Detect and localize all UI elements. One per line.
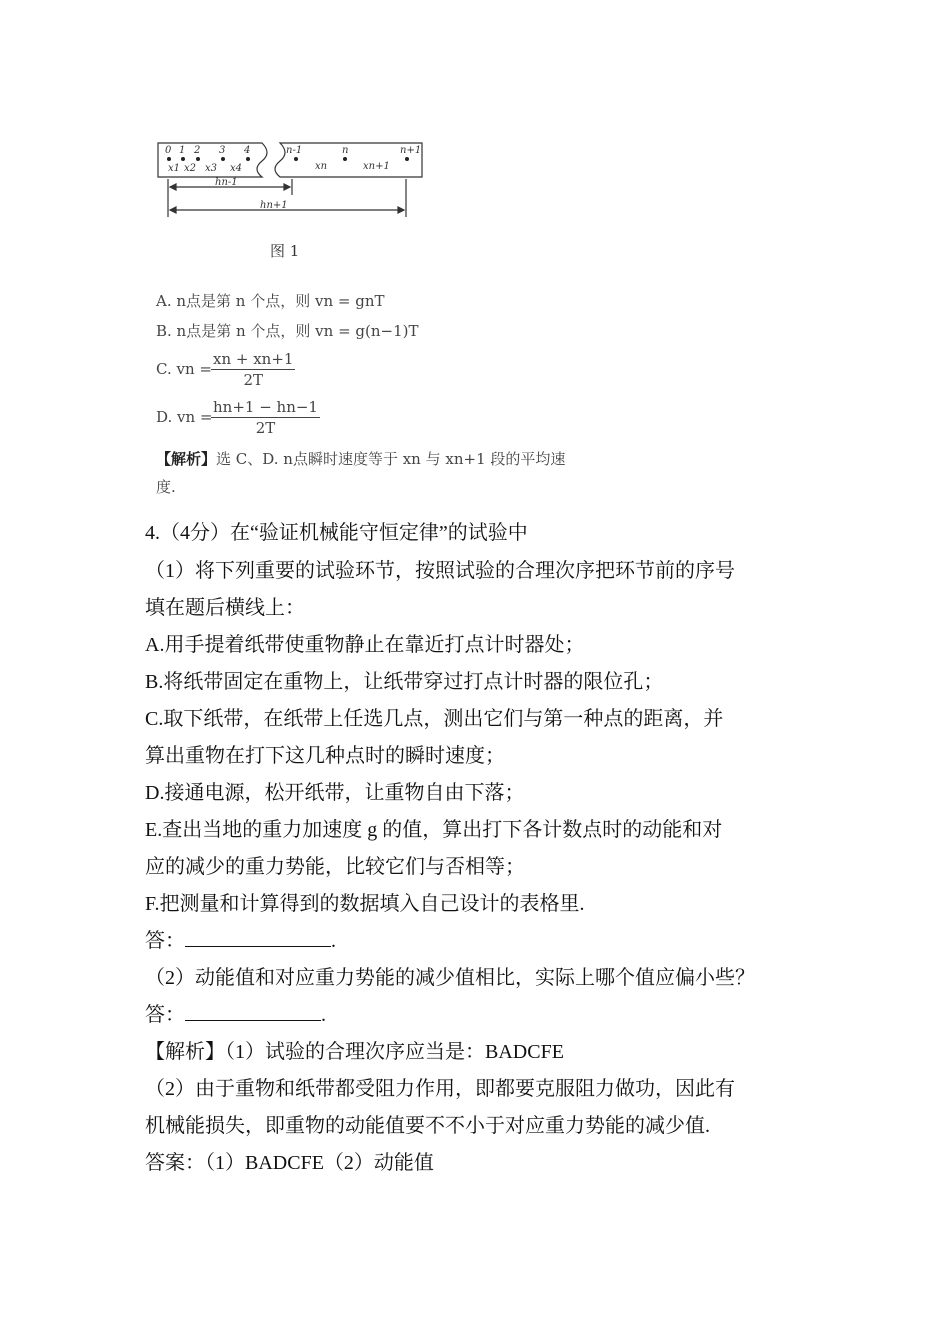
- analysis-line2: （2）由于重物和纸带都受阻力作用，即都要克服阻力做功，因此有: [145, 1078, 735, 1100]
- previous-analysis-line1: [156, 448, 565, 469]
- h-label: hn-1: [215, 177, 238, 188]
- tape-dot: [294, 157, 298, 161]
- step-c-line1: C.取下纸带，在纸带上任选几点，测出它们与第一种点的距离，并: [145, 708, 724, 730]
- step-c-line2: 算出重物在打下这几种点时的瞬时速度；: [145, 745, 505, 767]
- answer-blank-2[interactable]: [185, 1002, 321, 1021]
- point-label: 4: [244, 145, 251, 156]
- point-label: 3: [219, 145, 226, 156]
- tape-dot: [167, 157, 171, 161]
- previous-analysis-line2: 度.: [156, 478, 176, 496]
- answer-label: 答：: [145, 930, 185, 952]
- point-label: n-1: [286, 145, 303, 156]
- figure-caption: 图 1: [270, 242, 300, 260]
- tape-dot: [181, 157, 185, 161]
- option-c-fraction: [211, 350, 295, 389]
- step-e-line1: E.查出当地的重力加速度 g 的值，算出打下各计数点时的动能和对: [145, 819, 723, 841]
- answer-label: 答：: [145, 1004, 185, 1026]
- point-label: n+1: [400, 145, 422, 156]
- part1-line1: （1）将下列重要的试验环节，按照试验的合理次序把环节前的序号: [145, 560, 735, 582]
- step-e-line2: 应的减少的重力势能，比较它们与否相等；: [145, 856, 525, 878]
- option-b: B. n点是第 n 个点，则 vn = g(n−1)T: [156, 322, 419, 340]
- analysis-tag: 【解析】: [156, 450, 217, 468]
- option-d-fraction: [211, 398, 320, 437]
- point-label: n: [342, 145, 349, 156]
- answer-line-2: [145, 997, 326, 1033]
- part2-question: （2）动能值和对应重力势能的减少值相比，实际上哪个值应偏小些？: [145, 967, 755, 989]
- fraction-denominator: 2T: [243, 371, 264, 389]
- answer-period: .: [321, 1004, 326, 1026]
- fraction-numerator: hn+1 − hn−1: [213, 398, 318, 416]
- segment-label: x2: [184, 163, 197, 174]
- segment-label: x4: [230, 163, 243, 174]
- option-a: A. n点是第 n 个点，则 vn = gnT: [156, 292, 385, 310]
- part1-line2: 填在题后横线上：: [145, 597, 305, 619]
- option-d-prefix: D. vn =: [156, 408, 213, 426]
- option-c-prefix: C. vn =: [156, 360, 212, 378]
- point-label: 1: [179, 145, 186, 156]
- answer-period: .: [331, 930, 336, 952]
- tape-dot: [246, 157, 250, 161]
- tape-dot: [405, 157, 409, 161]
- point-label: 0: [165, 145, 172, 156]
- h-label: hn+1: [260, 200, 288, 211]
- segment-label: x3: [205, 163, 218, 174]
- final-answer: 答案：（1）BADCFE（2）动能值: [145, 1152, 434, 1174]
- fraction-numerator: xn + xn+1: [213, 350, 294, 368]
- segment-label: xn+1: [363, 161, 390, 172]
- step-f: F.把测量和计算得到的数据填入自己设计的表格里.: [145, 893, 585, 915]
- tape-dot: [221, 157, 225, 161]
- step-d: D.接通电源，松开纸带，让重物自由下落；: [145, 782, 525, 804]
- question-title: 4.（4分）在“验证机械能守恒定律”的试验中: [145, 522, 528, 544]
- step-a: A.用手提着纸带使重物静止在靠近打点计时器处；: [145, 634, 585, 656]
- step-b: B.将纸带固定在重物上，让纸带穿过打点计时器的限位孔；: [145, 671, 664, 693]
- analysis-line1: 【解析】（1）试验的合理次序应当是：BADCFE: [145, 1041, 564, 1063]
- tape-dot: [343, 157, 347, 161]
- fraction-denominator: 2T: [255, 419, 276, 437]
- analysis-text: 选 C、D. n点瞬时速度等于 xn 与 xn+1 段的平均速: [216, 450, 566, 468]
- answer-line-1: [145, 923, 336, 959]
- analysis-line3: 机械能损失，即重物的动能值要不不小于对应重力势能的减少值.: [145, 1115, 710, 1137]
- tape-dot: [196, 157, 200, 161]
- segment-label: xn: [315, 161, 328, 172]
- point-label: 2: [194, 145, 201, 156]
- segment-label: x1: [168, 163, 181, 174]
- answer-blank-1[interactable]: [185, 928, 331, 947]
